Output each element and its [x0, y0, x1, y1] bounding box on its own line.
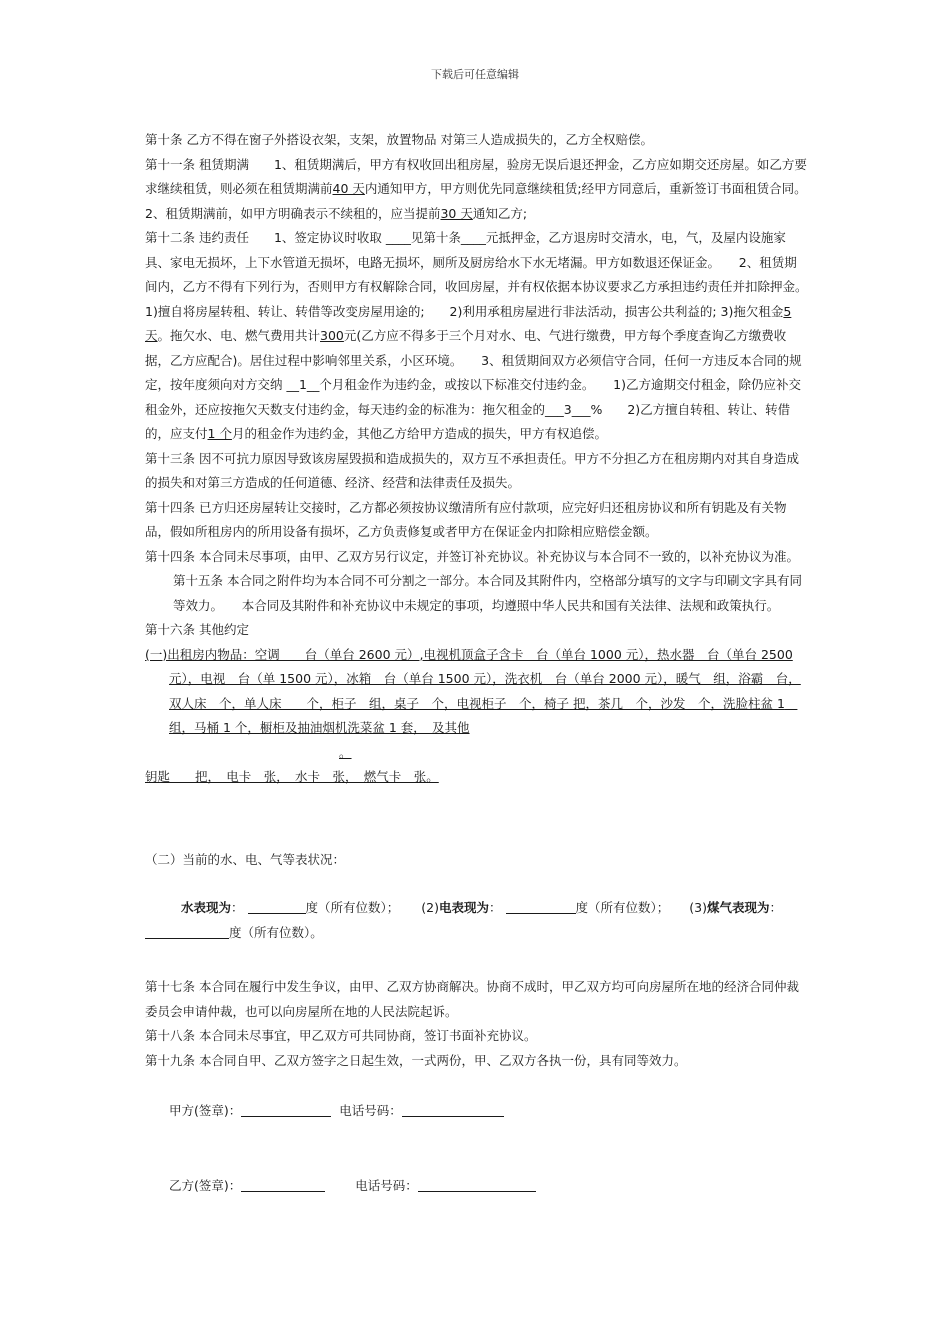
final-clauses	[145, 975, 807, 1073]
water-reading-field[interactable]	[248, 899, 306, 914]
clause-19: 第十九条 本合同自甲、乙双方签字之日起生效，一式两份，甲、乙双方各执一份，具有同等效力。	[145, 1052, 687, 1068]
party-a-signature-field[interactable]	[241, 1102, 331, 1117]
clause-12-amount: 300	[320, 328, 344, 343]
party-b-signature-field[interactable]	[241, 1177, 325, 1192]
clause-12-overdue-days: 5 天	[145, 303, 792, 343]
elec-reading-field[interactable]	[506, 899, 576, 914]
meters-title: （二）当前的水、电、气等表状况：	[145, 851, 346, 867]
clause-12-text-a: 第十二条 违约责任 1、签定协议时收取 ____见第十条____元抵押金，乙方退房时交清水，电，气，及屋内设施家具、家电无损坏，上下水管道无损坏，电路无损坏，厕所及厨房给水下水无堵漏。甲方如数退还保证金。 2、租赁期间内，乙方不得有下列行为，否则甲方有权解除合同，收回房屋，并有权依据本协议要求乙方承担违约责任并扣除押金。 1)擅自将房屋转租、转让、转借等改变房屋用途的; 2)利用承租房屋进行非法活动，损害公共利益的; 3)拖欠租金	[145, 230, 827, 319]
gas-reading-field[interactable]	[145, 924, 229, 939]
clause-11-days-notice: 40 天	[332, 181, 365, 196]
gas-reading-line	[145, 921, 807, 946]
contract-body	[145, 128, 827, 1198]
clause-12-text-c: 元(乙方应不得多于三个月对水、电、气进行缴费，甲方每个季度查询乙方缴费收据，乙方应配合)。居住过程中影响邻里关系，小区环境。 3、租赁期间双方必须信守合同，任何一方违反本合同的规定，按年度须向对方交纳 __1__个月租金作为违约金，或按以下标准交付违约金。 1)乙方逾期交付租金，除仍应补交租金外，还应按拖欠天数支付违约金，每天违约金的标准为：拖欠租金的___3___% 2)乙方擅自转租、转让、转借的，应支付	[145, 328, 802, 441]
clause-18: 第十八条 本合同未尽事宜，甲乙双方可共同协商，签订书面补充协议。	[145, 1028, 537, 1043]
clause-11	[145, 153, 826, 227]
clause-11-days-advance: 30 天	[440, 205, 473, 221]
gas-unit: 度（所有位数）。	[229, 924, 323, 940]
water-colon: ：	[231, 900, 244, 915]
gas-meter-label: 煤气表现为	[706, 900, 770, 915]
clause-14a: 第十四条 已方归还房屋转让交接时，乙方都必须按协议缴清所有应付款项，应完好归还租房协议和所有钥匙及有关物品，假如所租房内的所用设备有损坏，乙方负责修复或者甲方在保证金内扣除相应赔偿金额。	[145, 499, 787, 539]
gas-colon: ：	[769, 900, 782, 915]
party-b-label: 乙方(签章)：	[169, 1177, 242, 1193]
clause-11-text-b: 内通知甲方，甲方则优先同意继续租赁;经甲方同意后，重新签订书面租赁合同。 2、租赁期满前，如甲方明确表示不续租的，应当提前	[145, 181, 826, 221]
party-b-signature-row	[145, 1174, 807, 1199]
clause-11-text-c: 通知乙方;	[472, 205, 528, 221]
clause-16-keys: 钥匙 把， 电卡 张， 水卡 张， 燃气卡 张。	[145, 769, 439, 784]
elec-unit: 度（所有位数）；	[575, 900, 670, 915]
party-a-signature-row	[145, 1099, 807, 1124]
clause-17: 第十七条 本合同在履行中发生争议，由甲、乙双方协商解决。协商不成时，甲乙双方均可向房屋所在地的经济合同仲裁委员会申请仲裁，也可以向房屋所在地的人民法院起诉。	[145, 979, 799, 1019]
clause-12-text-b: 。拖欠水、电、燃气费用共计	[157, 328, 321, 343]
clause-10: 第十条 乙方不得在窗子外搭设衣架，支架，放置物品 对第三人造成损失的，乙方全权赔偿。	[145, 132, 653, 147]
clause-11-text-a: 第十一条 租赁期满 1、租赁期满后，甲方有权收回出租房屋，验房无误后退还押金，乙方应如期交还房屋。如乙方要求继续租赁，则必须在租赁期满前	[145, 156, 807, 196]
clause-14b: 第十四条 本合同未尽事项，由甲、乙双方另行议定，并签订补充协议。补充协议与本合同不一致的，以补充协议为准。	[145, 548, 799, 564]
meters-section	[145, 848, 807, 946]
clause-12-text-d: 月的租金作为违约金，其他乙方给甲方造成的损失，甲方有权追偿。	[231, 426, 607, 441]
elec-prefix: (2)	[421, 900, 439, 915]
clause-16-title: 第十六条 其他约定	[145, 622, 249, 637]
elec-meter-label: 电表现为	[438, 900, 489, 915]
water-meter-label: 水表现为	[181, 900, 232, 915]
items-list: (一)出租房内物品：空调 台（单台 2600 元）,电视机顶盒子含卡 台（单台 1000 元），热水器 台（单台 2500 元），电视 台（单 1500 元），冰箱 台（单台 1500 元），洗衣机 台（单台 2000 元），暖气 组，浴霸 台，双人床 个，单人床 个，柜子 组，桌子 个，电视柜子 个，椅子 把，茶几 个，沙发 个，洗脸柱盆 1 组，马桶 1 个，橱柜及抽油烟机洗菜盆 1 套， 及其他	[145, 646, 801, 735]
meters-readings	[145, 896, 807, 921]
page-header: 下载后可任意编辑	[431, 68, 519, 81]
party-a-phone-field[interactable]	[402, 1102, 504, 1117]
items-list-end: 。	[339, 744, 352, 760]
party-a-label: 甲方(签章)：	[169, 1103, 242, 1118]
party-a-phone-label: 电话号码：	[339, 1103, 402, 1118]
gas-prefix: (3)	[689, 900, 707, 915]
clause-12-month: 1 个	[207, 426, 232, 441]
water-unit: 度（所有位数）；	[305, 900, 400, 915]
elec-colon: ：	[489, 900, 502, 915]
clause-13: 第十三条 因不可抗力原因导致该房屋毁损和造成损失的，双方互不承担责任。甲方不分担乙方在租房期内对其自身造成的损失和对第三方造成的任何道德、经济、经营和法律责任及损失。	[145, 450, 799, 490]
clause-15: 第十五条 本合同之附件均为本合同不可分割之一部分。本合同及其附件内，空格部分填写的文字与印刷文字具有同等效力。 本合同及其附件和补充协议中未规定的事项，均遵照中华人民共和国有关法律、法规和政策执行。	[173, 573, 802, 613]
party-b-phone-label: 电话号码：	[355, 1177, 418, 1193]
clause-16-items	[145, 643, 807, 766]
clause-12	[145, 226, 827, 447]
party-b-phone-field[interactable]	[418, 1177, 536, 1192]
